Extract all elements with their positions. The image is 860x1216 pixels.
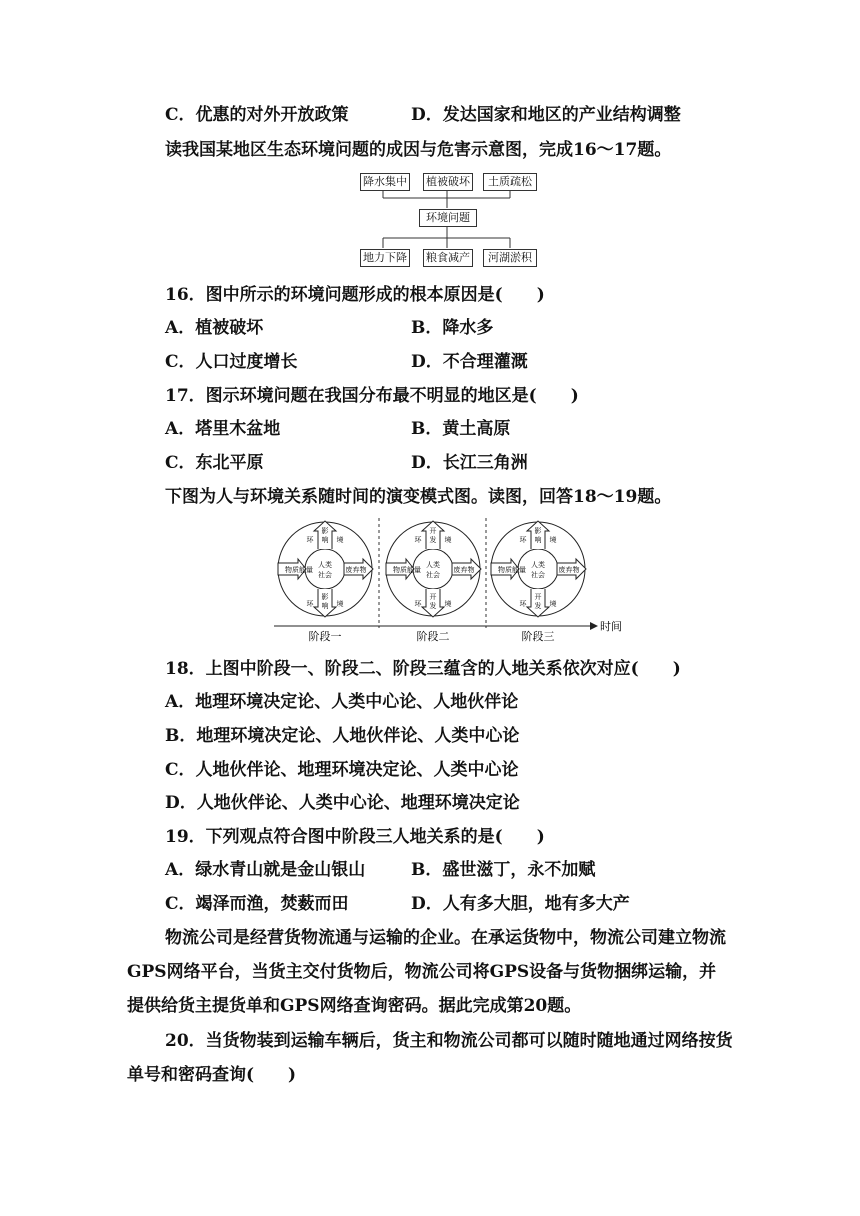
stage-2-huan-bottom: 环	[414, 600, 422, 608]
cause-soil: 土质疏松	[483, 173, 537, 191]
time-axis-label: 时间	[600, 620, 622, 633]
stage-1-huan-top: 环	[306, 536, 314, 544]
effect-grain: 粮食减产	[423, 249, 473, 267]
q20-stem-line-1: 20．当货物装到运输车辆后，货主和物流公司都可以随时随地通过网络按货	[165, 1031, 733, 1051]
stage-3-huan-top: 环	[519, 536, 527, 544]
intro-16-17: 读我国某地区生态环境问题的成因与危害示意图，完成16～17题。	[165, 140, 672, 160]
cause-vegetation: 植被破坏	[423, 173, 473, 191]
stage-3-top-arrow	[527, 521, 549, 549]
q16-option-b: B．降水多	[411, 318, 494, 338]
q17-option-b: B．黄土高原	[411, 419, 511, 439]
q15-option-c: C．优惠的对外开放政策	[165, 105, 349, 125]
stage-1-huan-bottom: 环	[306, 600, 314, 608]
stage-3-jing-top: 境	[549, 536, 557, 544]
stage-2-huan-top: 环	[414, 536, 422, 544]
stage-3-center-2: 社会	[531, 571, 545, 579]
stage-2-label: 阶段二	[416, 630, 450, 643]
q19-option-c: C．竭泽而渔，焚薮而田	[165, 894, 349, 914]
stage-2-bottom-2: 发	[429, 602, 437, 610]
flow-diagram	[355, 170, 540, 270]
q18-option-d: D．人地伙伴论、人类中心论、地理环境决定论	[165, 793, 520, 813]
q18-option-c: C．人地伙伴论、地理环境决定论、人类中心论	[165, 760, 519, 780]
q19-option-a: A．绿水青山就是金山银山	[165, 860, 366, 880]
passage-line-1: 物流公司是经营货物流通与运输的企业。在承运货物中，物流公司建立物流	[165, 928, 726, 948]
stage-1-label: 阶段一	[308, 630, 342, 643]
stage-1-input-label: 物质能量	[285, 566, 313, 574]
stage-2-input-label: 物质能量	[393, 566, 421, 574]
stage-1-top-arrow	[314, 521, 336, 549]
stage-1-jing-bottom: 境	[336, 600, 344, 608]
q15-option-d: D．发达国家和地区的产业结构调整	[411, 105, 681, 125]
stage-2-jing-bottom: 境	[444, 600, 452, 608]
stage-3-bottom-2: 发	[534, 602, 542, 610]
stage-1-top-1: 影	[321, 527, 329, 535]
stage-diagram	[272, 516, 632, 644]
stage-1-center-2: 社会	[318, 571, 332, 579]
cause-rain: 降水集中	[360, 173, 410, 191]
q16-option-d: D．不合理灌溉	[411, 352, 528, 372]
q16-stem: 16．图中所示的环境问题形成的根本原因是( )	[165, 285, 545, 305]
stage-3-top-1: 影	[534, 527, 542, 535]
stage-2-center-2: 社会	[426, 571, 440, 579]
stage-1-bottom-2: 响	[321, 602, 329, 610]
stage-3-center-1: 人类	[531, 561, 545, 569]
stage-2-top-2: 发	[429, 536, 437, 544]
q16-option-c: C．人口过度增长	[165, 352, 298, 372]
stage-3-input-label: 物质能量	[498, 566, 526, 574]
time-axis-arrowhead	[590, 622, 598, 630]
stage-2-top-1: 开	[429, 527, 437, 535]
q17-option-c: C．东北平原	[165, 453, 264, 473]
effect-silting: 河湖淤积	[483, 249, 537, 267]
stage-1-output-label: 废弃物	[345, 566, 367, 574]
effect-fertility: 地力下降	[360, 249, 410, 267]
stage-3-output-label: 废弃物	[558, 566, 580, 574]
q17-option-d: D．长江三角洲	[411, 453, 528, 473]
stage-2-bottom-1: 开	[429, 593, 437, 601]
q16-option-a: A．植被破坏	[165, 318, 264, 338]
q17-option-a: A．塔里木盆地	[165, 419, 281, 439]
q19-stem: 19．下列观点符合图中阶段三人地关系的是( )	[165, 827, 545, 847]
q18-option-b: B．地理环境决定论、人地伙伴论、人类中心论	[165, 726, 520, 746]
stage-1-center-1: 人类	[318, 561, 332, 569]
stage-1-bottom-1: 影	[321, 593, 329, 601]
stage-2-center-1: 人类	[426, 561, 440, 569]
stage-1-jing-top: 境	[336, 536, 344, 544]
stage-1-top-2: 响	[321, 536, 329, 544]
q18-option-a: A．地理环境决定论、人类中心论、人地伙伴论	[165, 692, 519, 712]
stage-2-top-arrow	[422, 521, 444, 549]
stage-2-output-label: 废弃物	[453, 566, 475, 574]
stage-3-huan-bottom: 环	[519, 600, 527, 608]
center-problem: 环境问题	[419, 209, 477, 227]
passage-line-2: GPS网络平台，当货主交付货物后，物流公司将GPS设备与货物捆绑运输，并	[127, 962, 717, 982]
intro-18-19: 下图为人与环境关系随时间的演变模式图。读图，回答18～19题。	[165, 487, 672, 507]
passage-line-3: 提供给货主提货单和GPS网络查询密码。据此完成第20题。	[127, 996, 582, 1016]
q19-option-d: D．人有多大胆，地有多大产	[411, 894, 630, 914]
stage-3-bottom-1: 开	[534, 593, 542, 601]
q18-stem: 18．上图中阶段一、阶段二、阶段三蕴含的人地关系依次对应( )	[165, 659, 681, 679]
stage-2-jing-top: 境	[444, 536, 452, 544]
q19-option-b: B．盛世滋丁，永不加赋	[411, 860, 596, 880]
q20-stem-line-2: 单号和密码查询( )	[127, 1065, 297, 1085]
stage-3-jing-bottom: 境	[549, 600, 557, 608]
stage-3-top-2: 响	[534, 536, 542, 544]
stage-3-label: 阶段三	[521, 630, 555, 643]
q17-stem: 17．图示环境问题在我国分布最不明显的地区是( )	[165, 386, 579, 406]
